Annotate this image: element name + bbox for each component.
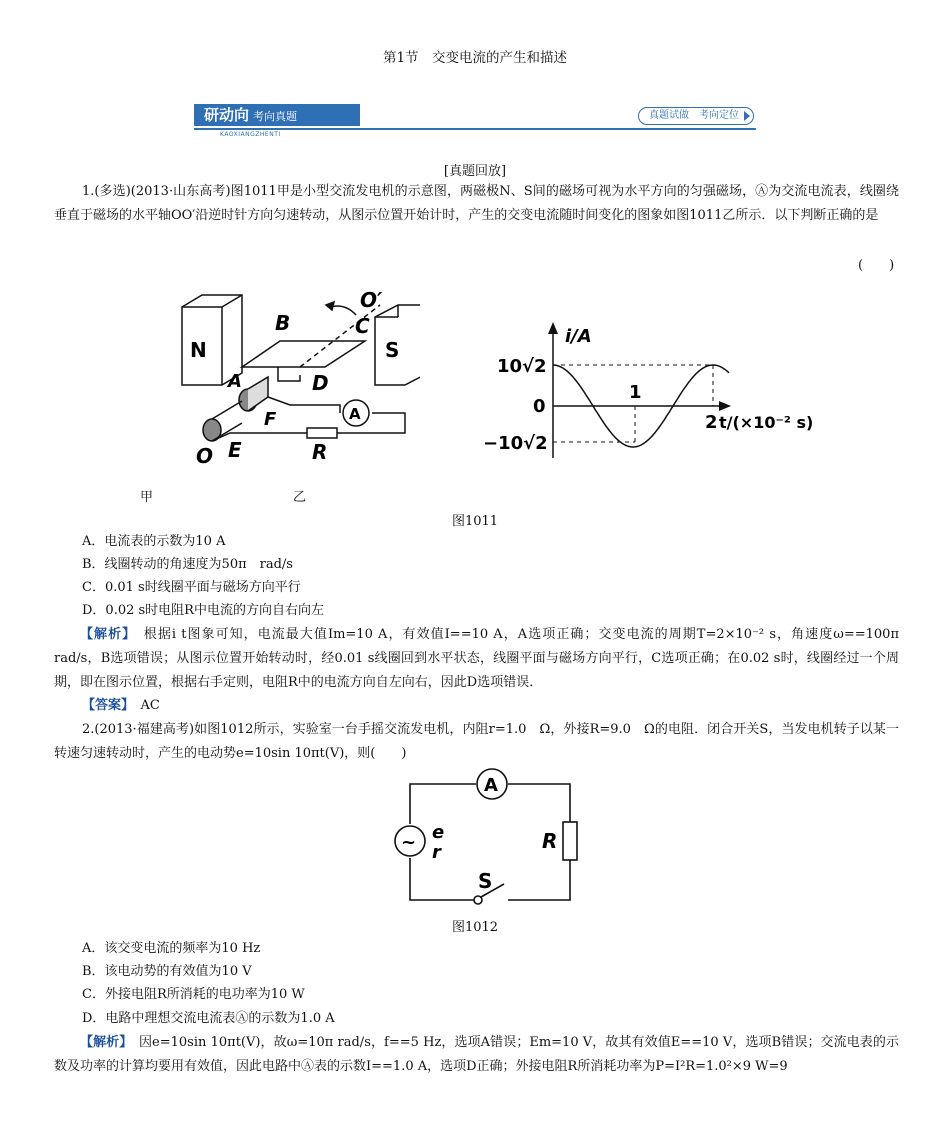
q1-option-d: D．0.02 s时电阻R中电流的方向自右向左 <box>82 603 324 618</box>
q2-option-a: A．该交变电流的频率为10 Hz <box>82 941 261 956</box>
graph-ytick-zero: 0 <box>533 396 546 417</box>
label-ammeter: A <box>484 775 498 796</box>
label-b: B <box>275 311 291 335</box>
banner-tag-text: 真题试做 考向定位 <box>649 110 739 121</box>
figure-circuit <box>380 766 600 914</box>
q1-option-b: B．线圈转动的角速度为50π rad/s <box>82 557 293 572</box>
label-e: e <box>432 822 445 843</box>
figure-generator <box>160 285 420 470</box>
resistor-r <box>563 822 577 860</box>
page-title: 第1节 交变电流的产生和描述 <box>382 50 568 66</box>
figure-it-graph <box>475 320 825 470</box>
banner-pinyin: KAOXIANGZHENTI <box>220 131 281 138</box>
graph-xlabel: t/(×10⁻² s) <box>719 413 814 432</box>
q2-analysis-text: 因e=10sin 10πt(V)，故ω=10π rad/s，f==5 Hz，选项A错误；Em=10 V，故其有效值E==10 V，选项B错误；交流电表的示数及功率的计算均要用有效值，因此电路中Ⓐ表的示数I==1.0 A，选项D正确；外接电阻R所消耗功率为P=I²R=1.0²×9 W=9 <box>54 1035 899 1074</box>
q1-answer-tag: 【答案】 <box>82 698 128 713</box>
arrow-right-icon <box>744 111 750 121</box>
q2-analysis-tag: 【解析】 <box>80 1035 126 1050</box>
q2-analysis <box>54 1031 899 1079</box>
label-o-prime: O′ <box>360 288 383 312</box>
q1-option-c: C．0.01 s时线圈平面与磁场方向平行 <box>82 580 301 595</box>
banner-tag <box>638 107 754 125</box>
graph-ytick-bottom: −10√2 <box>483 433 548 454</box>
label-source: ~ <box>401 832 417 853</box>
q1-analysis-text: 根据i t图象可知，电流最大值Im=10 A，有效值I==10 A，A选项正确；交变电流的周期T=2×10⁻² s，角速度ω==100π rad/s，B选项错误；从图示位置开始转动时，经0.01 s线圈回到水平状态，线圈平面与磁场方向平行，C选项正确；在0.02 s时，线圈经过一个周期，即在图示位置，根据右手定则，电阻R中的电流方向自左向右，因此D选项错误． <box>54 627 899 690</box>
q1-analysis-tag: 【解析】 <box>80 627 130 642</box>
q1-stem: 1.(多选)(2013·山东高考)图1011甲是小型交流发电机的示意图，两磁极N、S间的磁场可视为水平方向的匀强磁场，Ⓐ为交流电流表，线圈绕垂直于磁场的水平轴OO′沿逆时针方向匀速转动，从图示位置开始计时，产生的交变电流随时间变化的图象如图1011乙所示．以下判断正确的是 <box>54 184 899 223</box>
rotation-arrow-icon <box>326 302 334 310</box>
label-r-internal: r <box>432 842 441 863</box>
q2-option-c: C．外接电阻R所消耗的电功率为10 W <box>82 987 305 1002</box>
fig-sub-left: 甲 <box>140 490 154 505</box>
q1-answer-bracket: ( ) <box>858 258 895 273</box>
banner-sub: 考向真题 <box>253 110 298 123</box>
fig-1012-caption: 图1012 <box>451 920 499 935</box>
graph-ytick-top: 10√2 <box>497 356 547 377</box>
section-title: [真题回放] <box>443 164 507 179</box>
label-ammeter: A <box>349 405 361 423</box>
switch-contact <box>474 896 482 904</box>
label-c: C <box>355 314 370 338</box>
section-banner <box>194 104 756 138</box>
q1-option-a: A．电流表的示数为10 A <box>82 534 226 549</box>
resistor-r <box>307 428 337 438</box>
graph-ylabel: i/A <box>565 326 592 347</box>
banner-main: 研动向 <box>204 106 250 124</box>
q2-option-b: B．该电动势的有效值为10 V <box>82 964 252 979</box>
q1-answer <box>82 695 160 717</box>
label-r: R <box>312 440 328 464</box>
fig-sub-right: 乙 <box>293 490 307 505</box>
label-a: A <box>228 371 242 392</box>
q1-answer-text: AC <box>140 698 160 713</box>
banner-rule <box>194 128 756 130</box>
graph-xtick-2: 2 <box>705 412 718 433</box>
label-s: S <box>385 338 400 362</box>
banner-label <box>194 104 360 138</box>
label-s: S <box>478 869 493 893</box>
label-e: E <box>228 438 242 462</box>
fig-1011-caption: 图1011 <box>451 514 499 529</box>
label-r: R <box>542 829 558 853</box>
label-d: D <box>312 371 329 395</box>
q2-stem: 2.(2013·福建高考)如图1012所示，实验室一台手摇交流发电机，内阻r=1.0 Ω，外接R=9.0 Ω的电阻．闭合开关S，当发电机转子以某一转速匀速转动时，产生的电动势e=10sin 10πt(V)，则( ) <box>54 722 899 761</box>
q1-analysis <box>54 623 899 695</box>
graph-xtick-1: 1 <box>629 382 642 403</box>
label-f: F <box>264 409 277 430</box>
coil <box>242 341 365 367</box>
q2-option-d: D．电路中理想交流电流表Ⓐ的示数为1.0 A <box>82 1011 335 1026</box>
label-o: O <box>196 444 214 468</box>
label-n: N <box>190 338 207 362</box>
